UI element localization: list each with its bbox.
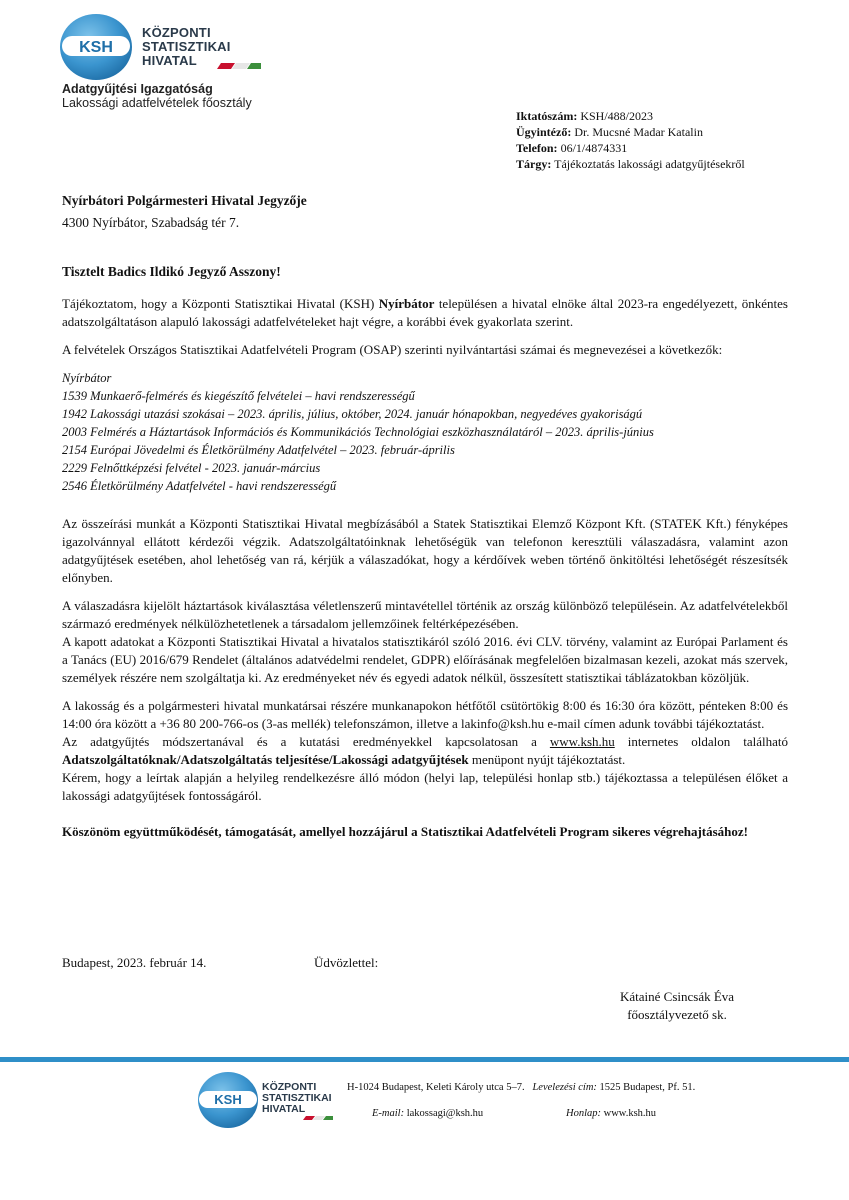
file-number-label: Iktatószám: bbox=[516, 109, 578, 123]
list-item: 2154 Európai Jövedelmi és Életkörülmény Adatfelvétel – 2023. február-április bbox=[62, 443, 455, 457]
paragraph-website bbox=[62, 733, 788, 769]
subject-text: Tájékoztatás lakossági adatgyűjtésekről bbox=[554, 157, 745, 171]
letter-meta bbox=[516, 108, 745, 172]
paragraph-sampling: A válaszadásra kijelölt háztartások kiválasztása véletlenszerű mintavétellel történik az ország különböző településein. Az adatfelvételekből származó eredmények nélkülözhetetlenek a társadalom jellemzőinek feltérképezésében. bbox=[62, 598, 788, 631]
intro-text-a: Tájékoztatom, hogy a Központi Statisztikai Hivatal (KSH) bbox=[62, 296, 379, 311]
footer-web bbox=[566, 1108, 656, 1119]
survey-town: Nyírbátor bbox=[62, 371, 112, 385]
department-name: Adatgyűjtési Igazgatóság bbox=[62, 82, 213, 96]
signer-title: főosztályvezető sk. bbox=[627, 1007, 727, 1022]
file-number-row bbox=[516, 108, 745, 124]
division-name: Lakossági adatfelvételek főosztály bbox=[62, 96, 252, 110]
logo-line-3: HIVATAL bbox=[142, 53, 197, 68]
officer-name: Dr. Mucsné Madar Katalin bbox=[574, 125, 703, 139]
list-item: 2546 Életkörülmény Adatfelvétel - havi rendszerességű bbox=[62, 479, 337, 493]
hungarian-flag-icon bbox=[217, 63, 261, 69]
website-text-a: Az adatgyűjtés módszertanával és a kutatási eredményekkel kapcsolatosan a bbox=[62, 734, 550, 749]
footer-mail-label: Levelezési cím: bbox=[532, 1082, 597, 1093]
list-item: 2003 Felmérés a Háztartások Információs és Kommunikációs Technológiai eszközhasználatáról – 2023. április-június bbox=[62, 425, 654, 439]
footer-web-link[interactable]: www.ksh.hu bbox=[603, 1108, 657, 1119]
recipient-address: 4300 Nyírbátor, Szabadság tér 7. bbox=[62, 215, 240, 230]
footer-logo-wordmark bbox=[262, 1082, 332, 1115]
phone-label: Telefon: bbox=[516, 141, 558, 155]
survey-list bbox=[62, 369, 788, 495]
subject-label: Tárgy: bbox=[516, 157, 552, 171]
website-text-b: internetes oldalon található bbox=[614, 734, 788, 749]
salutation: Tisztelt Badics Ildikó Jegyző Asszony! bbox=[62, 264, 281, 279]
footer-logo-line-1: KÖZPONTI bbox=[262, 1081, 317, 1093]
footer-street-address: H-1024 Budapest, Keleti Károly utca 5–7. bbox=[347, 1082, 525, 1093]
paragraph-privacy: A kapott adatokat a Központi Statisztikai Hivatal a hivatalos statisztikáról szóló 2016. évi CLV. törvény, valamint az Európai Parlament és a Tanács (EU) 2016/679 Rendelet (általános adatvédelmi rendelet, GDPR) előírásának megfelelően bizalmasan kezeli, azokat más szervek, személyek részére nem szolgáltatja ki. Az eredményeket név és egyedi adatok nélkül, összesített statisztikai táblázatokban közöljük. bbox=[62, 634, 788, 685]
recipient-block bbox=[62, 190, 307, 234]
website-text-c: menüpont nyújt tájékoztatást. bbox=[468, 752, 626, 767]
footer-mail-address: 1525 Budapest, Pf. 51. bbox=[599, 1082, 696, 1093]
footer-logo-line-2: STATISZTIKAI bbox=[262, 1092, 332, 1104]
paragraph-request: Kérem, hogy a leírtak alapján a helyileg rendelkezésre álló módon (helyi lap, települési honlap stb.) tájékoztassa a településen élőket a lakossági adatgyűjtések fontosságáról. bbox=[62, 770, 788, 803]
subject-row bbox=[516, 156, 745, 172]
recipient-name: Nyírbátori Polgármesteri Hivatal Jegyzője bbox=[62, 193, 307, 208]
paragraph-fieldwork: Az összeírási munkát a Központi Statisztikai Hivatal megbízásából a Statek Statisztikai Elemző Központ Kft. (STATEK Kft.) fényképes igazolvánnyal ellátott kérdezői végzik. Adatszolgáltatóinknak lehetőségük van telefonon keresztüli válaszadásra, valamint azon adatgyűjtések esetében, ahol lehetőség van rá, kérjük a válaszadókat, hogy a kérdőívek weben történő önkitöltési lehetőségét részesítsék előnyben. bbox=[62, 516, 788, 585]
footer-address bbox=[347, 1082, 695, 1093]
logo-line-1: KÖZPONTI bbox=[142, 25, 211, 40]
footer-email-label: E-mail: bbox=[372, 1108, 405, 1119]
phone-row bbox=[516, 140, 745, 156]
file-number: KSH/488/2023 bbox=[580, 109, 654, 123]
logo-wordmark bbox=[142, 26, 231, 68]
footer-hungarian-flag-icon bbox=[303, 1116, 333, 1120]
footer-divider bbox=[0, 1057, 849, 1062]
website-menu-path: Adatszolgáltatóknak/Adatszolgáltatás teljesítése/Lakossági adatgyűjtések bbox=[62, 752, 469, 767]
footer-email bbox=[372, 1108, 483, 1119]
footer-logo-line-3: HIVATAL bbox=[262, 1103, 306, 1115]
paragraph-thanks: Köszönöm együttműködését, támogatását, amellyel hozzájárul a Statisztikai Adatfelvételi Program sikeres végrehajtásához! bbox=[62, 824, 749, 839]
letter-body bbox=[62, 295, 788, 851]
footer-email-link[interactable]: lakossagi@ksh.hu bbox=[406, 1108, 484, 1119]
list-item: 2229 Felnőttképzési felvétel - 2023. január-március bbox=[62, 461, 321, 475]
phone-number: 06/1/4874331 bbox=[560, 141, 628, 155]
list-item: 1942 Lakossági utazási szokásai – 2023. április, július, október, 2024. január hónapokban, negyedéves gyakoriságú bbox=[62, 407, 643, 421]
intro-text-b: településen a hivatal elnöke által 2023-ra engedélyezett, önkéntes adatszolgáltatáson alapuló lakossági adatfelvételeket hajt végre, a korábbi évek gyakorlata szerint. bbox=[62, 296, 788, 329]
paragraph-intro bbox=[62, 295, 788, 331]
logo-line-2: STATISZTIKAI bbox=[142, 39, 231, 54]
officer-label: Ügyintéző: bbox=[516, 125, 572, 139]
regards: Üdvözlettel: bbox=[314, 955, 379, 970]
department-block bbox=[62, 82, 252, 110]
signer-name: Kátainé Csincsák Éva bbox=[620, 989, 735, 1004]
footer-web-label: Honlap: bbox=[566, 1108, 601, 1119]
intro-town: Nyírbátor bbox=[378, 296, 435, 311]
svg-text:KSH: KSH bbox=[214, 1092, 242, 1107]
officer-row bbox=[516, 124, 745, 140]
list-item: 1539 Munkaerő-felmérés és kiegészítő felvételei – havi rendszerességű bbox=[62, 389, 415, 403]
place-date: Budapest, 2023. február 14. bbox=[62, 955, 207, 970]
signature-block bbox=[620, 988, 734, 1024]
svg-text:KSH: KSH bbox=[79, 39, 113, 56]
ksh-website-link[interactable]: www.ksh.hu bbox=[549, 734, 615, 749]
paragraph-osap: A felvételek Országos Statisztikai Adatfelvételi Program (OSAP) szerinti nyilvántartási számai és megnevezései a következők: bbox=[62, 342, 723, 357]
paragraph-contact: A lakosság és a polgármesteri hivatal munkatársai részére munkanapokon hétfőtől csütörtökig 8:00 és 16:30 óra között, pénteken 8:00 és 14:00 óra között a +36 80 200-766-os (3-as mellék) telefonszámon, illetve a lakinfo@ksh.hu e-mail címen adunk további tájékoztatást. bbox=[62, 698, 788, 731]
